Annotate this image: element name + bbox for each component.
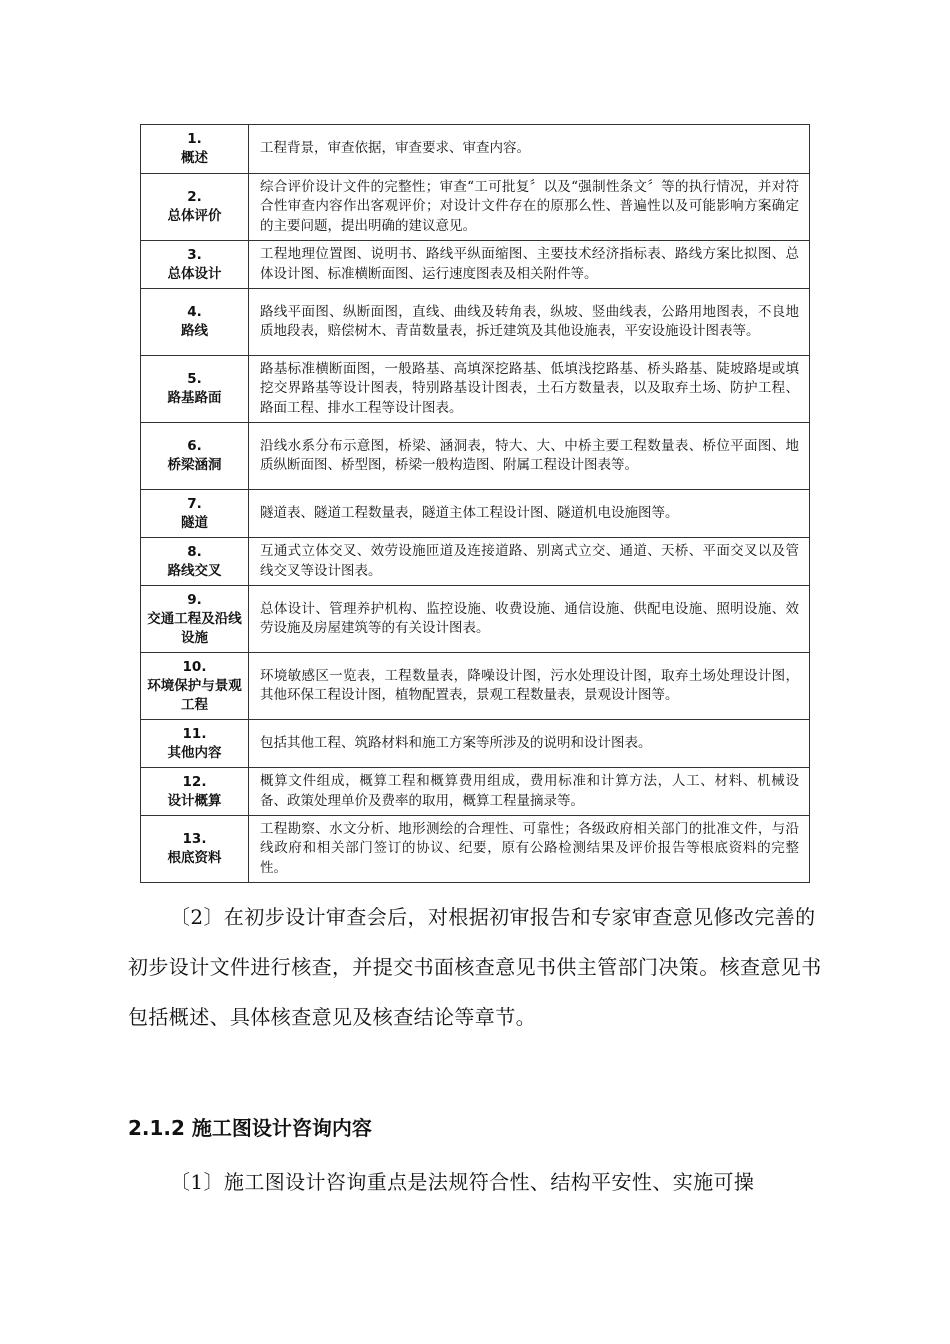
item-content: 隧道表、隧道工程数量表，隧道主体工程设计图、隧道机电设施图等。 bbox=[249, 490, 810, 538]
item-title: 隧道 bbox=[181, 514, 208, 531]
item-title: 路线交叉 bbox=[167, 562, 222, 579]
body-paragraph: 〔1〕施工图设计咨询重点是法规符合性、结构平安性、实施可操 bbox=[170, 1170, 755, 1194]
item-title: 总体评价 bbox=[167, 208, 222, 224]
item-heading bbox=[141, 538, 249, 586]
item-content: 概算文件组成，概算工程和概算费用组成，费用标准和计算方法，人工、材料、机械设备、政策处理单价及费率的取用，概算工程量摘录等。 bbox=[249, 768, 810, 816]
item-number: 6. bbox=[187, 438, 202, 454]
table-row bbox=[141, 538, 810, 586]
item-title: 桥梁涵洞 bbox=[167, 457, 222, 473]
item-title: 概述 bbox=[181, 150, 208, 166]
item-title: 路基路面 bbox=[167, 390, 222, 406]
item-content: 总体设计、管理养护机构、监控设施、收费设施、通信设施、供配电设施、照明设施、效劳设施及房屋建筑等的有关设计图表。 bbox=[249, 586, 810, 653]
item-content: 路线平面图、纵断面图，直线、曲线及转角表，纵坡、竖曲线表，公路用地图表，不良地质地段表，赔偿树木、青苗数量表，拆迁建筑及其他设施表，平安设施设计图表等。 bbox=[249, 289, 810, 356]
item-number: 10. bbox=[182, 658, 207, 675]
item-heading bbox=[141, 241, 249, 289]
item-content: 路基标准横断面图，一般路基、高填深挖路基、低填浅挖路基、桥头路基、陡坡路堤或填挖交界路基等设计图表，特别路基设计图表，土石方数量表，以及取弃土场、防护工程、路面工程、排水工程等设计图表。 bbox=[249, 356, 810, 423]
table-row bbox=[141, 125, 810, 174]
table-row bbox=[141, 241, 810, 289]
item-content: 工程地理位置图、说明书、路线平纵面缩图、主要技术经济指标表、路线方案比拟图、总体设计图、标准横断面图、运行速度图表及相关附件等。 bbox=[249, 241, 810, 289]
item-title: 路线 bbox=[181, 323, 208, 339]
item-heading bbox=[141, 720, 249, 768]
item-content: 环境敏感区一览表，工程数量表，降噪设计图，污水处理设计图，取弃土场处理设计图，其他环保工程设计图，植物配置表，景观工程数量表，景观设计图等。 bbox=[249, 653, 810, 720]
table-row bbox=[141, 289, 810, 356]
item-heading bbox=[141, 289, 249, 356]
table-row bbox=[141, 720, 810, 768]
item-number: 2. bbox=[187, 189, 202, 205]
item-title: 环境保护与景观工程 bbox=[147, 677, 242, 713]
item-title: 其他内容 bbox=[167, 744, 222, 761]
item-heading bbox=[141, 423, 249, 490]
body-paragraph: 〔2〕在初步设计审查会后，对根据初审报告和专家审查意见修改完善的初步设计文件进行核查，并提交书面核查意见书供主管部门决策。核查意见书包括概述、具体核查意见及核查结论等章节。 bbox=[128, 905, 822, 1029]
item-number: 1. bbox=[187, 131, 202, 147]
item-number: 13. bbox=[182, 831, 207, 847]
item-content: 工程背景，审查依据，审查要求、审查内容。 bbox=[249, 125, 810, 174]
table-row bbox=[141, 174, 810, 241]
item-heading bbox=[141, 490, 249, 538]
item-content: 包括其他工程、筑路材料和施工方案等所涉及的说明和设计图表。 bbox=[249, 720, 810, 768]
table-row bbox=[141, 653, 810, 720]
item-title: 根底资料 bbox=[167, 850, 222, 866]
item-number: 8. bbox=[187, 543, 202, 560]
item-heading bbox=[141, 586, 249, 653]
item-content: 沿线水系分布示意图，桥梁、涵洞表，特大、大、中桥主要工程数量表、桥位平面图、地质纵断面图、桥型图，桥梁一般构造图、附属工程设计图表等。 bbox=[249, 423, 810, 490]
item-number: 4. bbox=[187, 304, 202, 320]
item-number: 12. bbox=[182, 773, 207, 790]
item-number: 9. bbox=[187, 591, 202, 608]
table-row bbox=[141, 768, 810, 816]
table-row bbox=[141, 423, 810, 490]
table-row bbox=[141, 356, 810, 423]
item-heading bbox=[141, 816, 249, 883]
table-row bbox=[141, 816, 810, 883]
item-number: 5. bbox=[187, 371, 202, 387]
item-title: 交通工程及沿线设施 bbox=[147, 610, 242, 646]
item-heading bbox=[141, 125, 249, 174]
item-heading bbox=[141, 768, 249, 816]
section-heading: 2.1.2 施工图设计咨询内容 bbox=[128, 1116, 372, 1140]
item-content: 工程勘察、水文分析、地形测绘的合理性、可靠性；各级政府相关部门的批准文件，与沿线政府和相关部门签订的协议、纪要，原有公路检测结果及评价报告等根底资料的完整性。 bbox=[249, 816, 810, 883]
review-content-table bbox=[140, 124, 810, 883]
item-heading bbox=[141, 653, 249, 720]
item-title: 设计概算 bbox=[167, 792, 222, 809]
item-title: 总体设计 bbox=[167, 265, 222, 282]
item-number: 7. bbox=[187, 495, 202, 512]
item-content: 互通式立体交叉、效劳设施匝道及连接道路、别离式立交、通道、天桥、平面交叉以及管线交叉等设计图表。 bbox=[249, 538, 810, 586]
item-number: 11. bbox=[182, 725, 207, 742]
item-number: 3. bbox=[187, 246, 202, 263]
item-heading bbox=[141, 174, 249, 241]
item-heading bbox=[141, 356, 249, 423]
table-row bbox=[141, 490, 810, 538]
table-row bbox=[141, 586, 810, 653]
item-content: 综合评价设计文件的完整性；审查“工可批复〞以及“强制性条文〞等的执行情况，并对符合性审查内容作出客观评价；对设计文件存在的原那么性、普遍性以及可能影响方案确定的主要问题，提出明确的建议意见。 bbox=[249, 174, 810, 241]
